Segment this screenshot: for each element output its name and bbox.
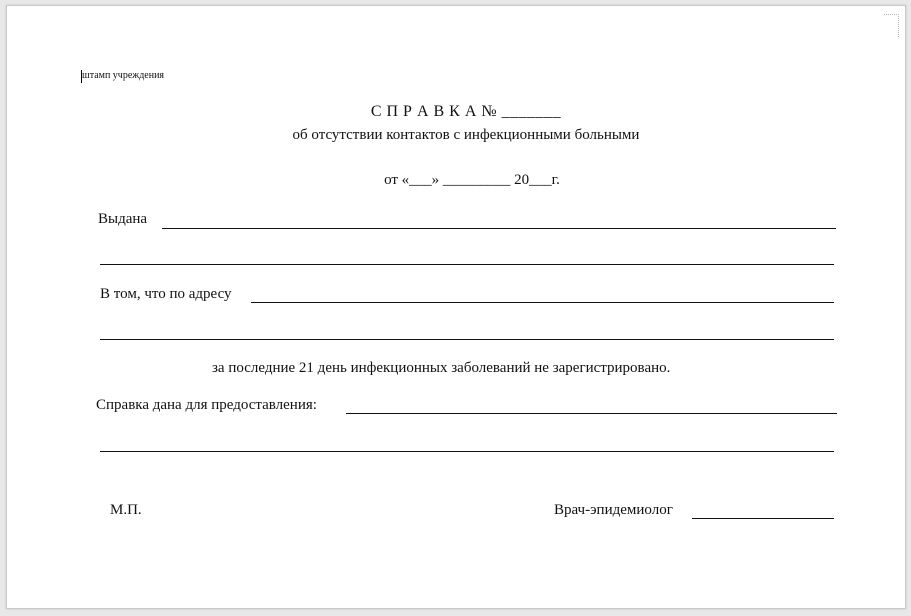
certificate-subtitle: об отсутствии контактов с инфекционными больными <box>292 127 640 143</box>
signature-label: Врач-эпидемиолог <box>554 502 673 518</box>
signature-field-line[interactable] <box>692 518 834 519</box>
address-field-line[interactable] <box>251 302 834 303</box>
stamp-label: штамп учреждения <box>82 70 165 81</box>
address-label: В том, что по адресу <box>100 286 232 302</box>
statement-text: за последние 21 день инфекционных заболеваний не зарегистрировано. <box>212 360 671 376</box>
document-page <box>6 5 906 609</box>
page-corner-mark <box>884 14 899 37</box>
issued-field-line[interactable] <box>162 228 836 229</box>
issued-label: Выдана <box>98 211 148 227</box>
purpose-field-line[interactable] <box>346 413 837 414</box>
certificate-title: С П Р А В К А № _______ <box>370 103 562 120</box>
date-line: от «___» _________ 20___г. <box>384 172 560 188</box>
seal-label: М.П. <box>110 502 142 518</box>
address-field-line-2[interactable] <box>100 339 834 340</box>
purpose-label: Справка дана для предоставления: <box>96 397 317 413</box>
purpose-field-line-2[interactable] <box>100 451 834 452</box>
issued-field-line-2[interactable] <box>100 264 834 265</box>
